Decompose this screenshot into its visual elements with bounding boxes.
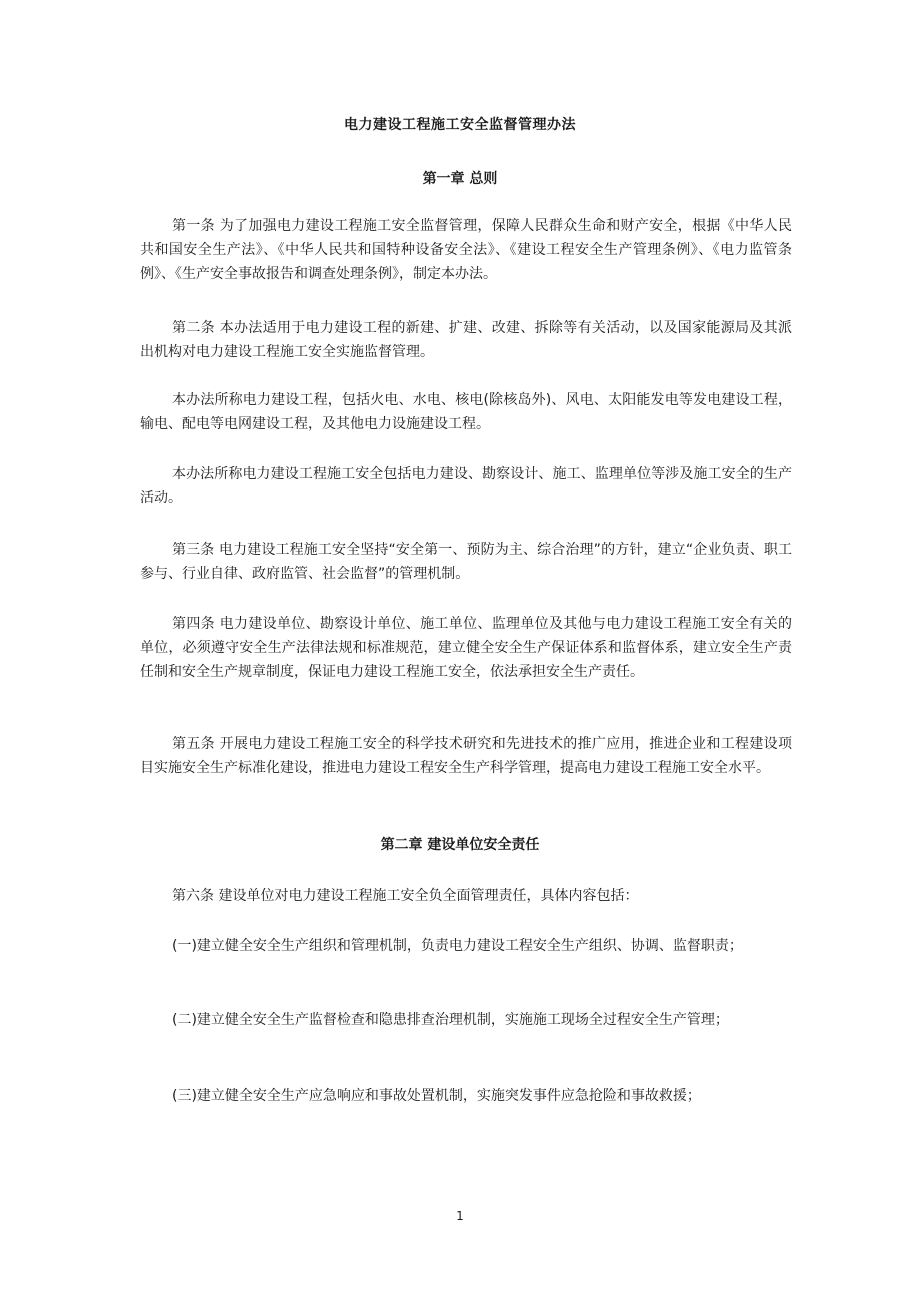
list-item-3: (三)建立健全安全生产应急响应和事故处置机制，实施突发事件应急抢险和事故救援； xyxy=(172,1088,701,1104)
paragraph-safety-definition: 本办法所称电力建设工程施工安全包括电力建设、勘察设计、施工、监理单位等涉及施工安全的生产活动。 xyxy=(140,466,792,506)
list-item-2: (二)建立健全安全生产监督检查和隐患排查治理机制，实施施工现场全过程安全生产管理； xyxy=(172,1012,729,1028)
paragraph-article-5: 第五条 开展电力建设工程施工安全的科学技术研究和先进技术的推广应用，推进企业和工程建设项目实施安全生产标准化建设，推进电力建设工程安全生产科学管理，提高电力建设工程施工安全水平。 xyxy=(140,736,792,776)
paragraph-article-1: 第一条 为了加强电力建设工程施工安全监督管理，保障人民群众生命和财产安全，根据《中华人民共和国安全生产法》、《中华人民共和国特种设备安全法》、《建设工程安全生产管理条例》、《电力监管条例》、《生产安全事故报告和调查处理条例》，制定本办法。 xyxy=(140,218,792,282)
paragraph-scope-definition: 本办法所称电力建设工程，包括火电、水电、核电(除核岛外)、风电、太阳能发电等发电建设工程，输电、配电等电网建设工程，及其他电力设施建设工程。 xyxy=(140,392,792,432)
chapter-heading-2: 第二章 建设单位安全责任 xyxy=(380,837,540,853)
document-title: 电力建设工程施工安全监督管理办法 xyxy=(344,117,576,133)
chapter-heading-1: 第一章 总则 xyxy=(422,171,498,187)
list-item-1: (一)建立健全安全生产组织和管理机制，负责电力建设工程安全生产组织、协调、监督职责； xyxy=(172,938,743,954)
paragraph-article-2: 第二条 本办法适用于电力建设工程的新建、扩建、改建、拆除等有关活动，以及国家能源局及其派出机构对电力建设工程施工安全实施监督管理。 xyxy=(140,320,792,360)
paragraph-article-3: 第三条 电力建设工程施工安全坚持“安全第一、预防为主、综合治理”的方针，建立“企业负责、职工参与、行业自律、政府监管、社会监督”的管理机制。 xyxy=(140,542,792,582)
paragraph-article-6: 第六条 建设单位对电力建设工程施工安全负全面管理责任，具体内容包括： xyxy=(172,888,639,904)
paragraph-article-4: 第四条 电力建设单位、勘察设计单位、施工单位、监理单位及其他与电力建设工程施工安全有关的单位，必须遵守安全生产法律法规和标准规范，建立健全安全生产保证体系和监督体系，建立安全生产责任制和安全生产规章制度，保证电力建设工程施工安全，依法承担安全生产责任。 xyxy=(140,616,792,680)
page-number: 1 xyxy=(456,1209,464,1223)
